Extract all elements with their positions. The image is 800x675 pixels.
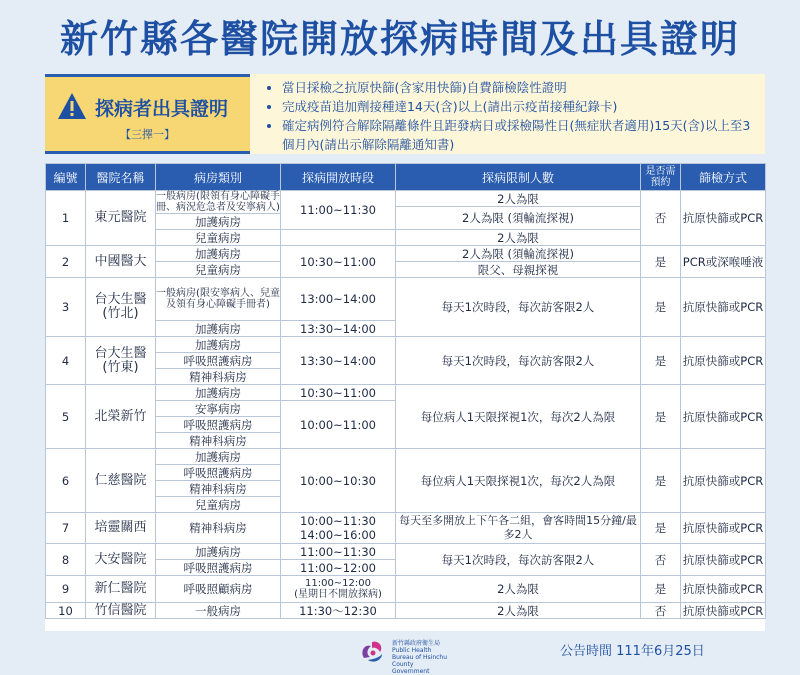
row-number: 10 (46, 603, 86, 619)
page-title: 新竹縣各醫院開放探病時間及出具證明 (59, 17, 740, 61)
screening-method: 抗原快篩或PCR (681, 337, 766, 385)
visit-limit: 2人為限 (396, 230, 641, 246)
ward-type: 呼吸照顧病房 (156, 576, 281, 603)
row-number: 8 (46, 544, 86, 576)
table-row (46, 576, 766, 603)
booking-required: 是 (641, 385, 681, 449)
booking-required: 否 (641, 191, 681, 246)
header-time: 探病開放時段 (281, 164, 396, 191)
visit-limit: 2人為限 (須輪流探視) (396, 246, 641, 262)
ward-type: 精神科病房 (156, 513, 281, 544)
row-number: 3 (46, 278, 86, 337)
booking-required: 是 (641, 576, 681, 603)
proof-heading-box (45, 74, 250, 154)
header-limit: 探病限制人數 (396, 164, 641, 191)
table-header-row (46, 164, 766, 191)
table-row (46, 385, 766, 401)
hospital-name: 台大生醫(竹北) (86, 278, 156, 337)
ward-type: 加護病房 (156, 337, 281, 353)
ward-type: 兒童病房 (156, 497, 281, 513)
ward-type: 呼吸照護病房 (156, 465, 281, 481)
ward-type: 兒童病房 (156, 230, 281, 246)
ward-type: 加護病房 (156, 449, 281, 465)
proof-heading: 探病者出具證明 (95, 98, 229, 120)
proof-item: • 當日採檢之抗原快篩(含家用快篩)自費篩檢陰性證明 (282, 78, 755, 97)
visit-time: 11:00~11:30 (281, 191, 396, 230)
ward-type: 一般病房 (156, 603, 281, 619)
booking-required: 否 (641, 603, 681, 619)
visit-limit: 每天1次時段，每次訪客限2人 (396, 278, 641, 337)
visit-time: 11:30～12:30 (281, 603, 396, 619)
table-row (46, 337, 766, 353)
visit-time-line: 10:00~11:30 (300, 514, 376, 528)
row-number: 9 (46, 576, 86, 603)
ward-type: 精神科病房 (156, 481, 281, 497)
screening-method: 抗原快篩或PCR (681, 385, 766, 449)
proof-subheading: 【三擇一】 (120, 128, 175, 141)
ward-type: 加護病房 (156, 214, 281, 230)
visit-limit: 每天1次時段，每次訪客限2人 (396, 337, 641, 385)
visit-time: 10:30~11:00 (281, 246, 396, 278)
booking-required: 是 (641, 278, 681, 337)
table-row (46, 544, 766, 560)
hospital-name: 北榮新竹 (86, 385, 156, 449)
hospital-name: 新仁醫院 (86, 576, 156, 603)
hospital-name: 仁慈醫院 (86, 449, 156, 513)
visit-time: 13:30~14:00 (281, 337, 396, 385)
visit-time: 11:00~11:30 (281, 544, 396, 560)
visit-limit: 2人為限 (396, 576, 641, 603)
table-row (46, 191, 766, 207)
ward-type: 一般病房(限安寧病人、兒童及領有身心障礙手冊者) (156, 278, 281, 321)
header-ward: 病房類別 (156, 164, 281, 191)
visit-limit: 2人為限 (396, 603, 641, 619)
proof-item: • 確定病例符合解除隔離條件且距發病日或採檢陽性日(無症狀者適用)15天(含)以上至3個月內(請出示解除隔離通知書) (282, 116, 755, 154)
booking-required: 是 (641, 513, 681, 544)
screening-method: 抗原快篩或PCR (681, 603, 766, 619)
booking-required: 是 (641, 449, 681, 513)
screening-method: 抗原快篩或PCR (681, 576, 766, 603)
header-screening: 篩檢方式 (681, 164, 766, 191)
row-number: 4 (46, 337, 86, 385)
ward-type: 加護病房 (156, 544, 281, 560)
row-number: 7 (46, 513, 86, 544)
ward-type: 精神科病房 (156, 369, 281, 385)
divider (45, 151, 250, 154)
proof-list (268, 78, 755, 154)
screening-method: 抗原快篩或PCR (681, 513, 766, 544)
visiting-table (45, 163, 766, 619)
booking-required: 是 (641, 246, 681, 278)
visit-time: 13:00~14:00 (281, 278, 396, 321)
visit-time (281, 513, 396, 544)
visit-limit: 每天1次時段，每次訪客限2人 (396, 544, 641, 576)
ward-type: 安寧病房 (156, 401, 281, 417)
table-row (46, 603, 766, 619)
visit-time-line: 14:00~16:00 (300, 528, 376, 542)
hospital-name: 東元醫院 (86, 191, 156, 246)
header-booking: 是否需預約 (641, 164, 681, 191)
ward-type: 精神科病房 (156, 433, 281, 449)
visit-limit: 每位病人1天限探視1次，每次2人為限 (396, 449, 641, 513)
table-row (46, 513, 766, 544)
screening-method: PCR或深喉唾液 (681, 246, 766, 278)
visit-time: 10:30~11:00 (281, 385, 396, 401)
ward-type: 加護病房 (156, 385, 281, 401)
hospital-name: 台大生醫(竹東) (86, 337, 156, 385)
screening-method: 抗原快篩或PCR (681, 544, 766, 576)
divider (45, 74, 250, 77)
row-number: 2 (46, 246, 86, 278)
row-number: 6 (46, 449, 86, 513)
hospital-name: 竹信醫院 (86, 603, 156, 619)
visit-time (281, 230, 396, 246)
screening-method: 抗原快篩或PCR (681, 278, 766, 337)
ward-type: 一般病房(限領有身心障礙手冊、病況危急者及安寧病人) (156, 191, 280, 213)
screening-method: 抗原快篩或PCR (681, 191, 766, 246)
hospital-name: 中國醫大 (86, 246, 156, 278)
warning-icon (57, 92, 87, 120)
visit-time: 10:00~10:30 (281, 449, 396, 513)
visitor-proof-panel (45, 74, 765, 154)
table-row (46, 278, 766, 321)
visit-time: 10:00~11:00 (281, 401, 396, 449)
visit-limit: 每位病人1天限探視1次，每次2人為限 (396, 385, 641, 449)
visiting-table-sheet (45, 163, 765, 631)
proof-item: • 完成疫苗追加劑接種達14天(含)以上(請出示疫苗接種紀錄卡) (282, 97, 755, 116)
visit-limit: 每天至多開放上下午各二組，會客時間15分鐘/最多2人 (396, 513, 641, 544)
booking-required: 是 (641, 337, 681, 385)
screening-method: 抗原快篩或PCR (681, 449, 766, 513)
health-bureau-logo-icon (358, 638, 386, 664)
table-row (46, 246, 766, 262)
ward-type: 呼吸照護病房 (156, 417, 281, 433)
header-number: 編號 (46, 164, 86, 191)
header-hospital: 醫院名稱 (86, 164, 156, 191)
row-number: 5 (46, 385, 86, 449)
visit-time: 11:00~12:00 (281, 560, 396, 576)
announcement-date: 公告時間 111年6月25日 (560, 644, 705, 659)
proof-list-box (250, 74, 765, 154)
ward-type: 呼吸照護病房 (156, 560, 281, 576)
visit-limit: 限父、母親探視 (396, 262, 641, 278)
visit-time-note: (星期日不開放探病) (294, 589, 382, 600)
table-row (46, 449, 766, 465)
ward-type: 兒童病房 (156, 262, 281, 278)
row-number: 1 (46, 191, 86, 246)
visit-time (281, 576, 396, 603)
ward-type: 呼吸照護病房 (156, 353, 281, 369)
ward-type: 加護病房 (156, 246, 281, 262)
visit-limit: 2人為限 (須輪流探視) (396, 207, 641, 230)
health-bureau-name: 新竹縣政府衛生局 Public Health Bureau of Hsinchu County Government (392, 640, 448, 675)
hospital-name: 大安醫院 (86, 544, 156, 576)
hospital-name: 培靈關西 (86, 513, 156, 544)
booking-required: 否 (641, 544, 681, 576)
visit-time-line: 11:00~12:00 (304, 578, 371, 589)
visit-limit: 2人為限 (396, 191, 641, 207)
visit-time: 13:30~14:00 (281, 321, 396, 337)
ward-type: 加護病房 (156, 321, 281, 337)
